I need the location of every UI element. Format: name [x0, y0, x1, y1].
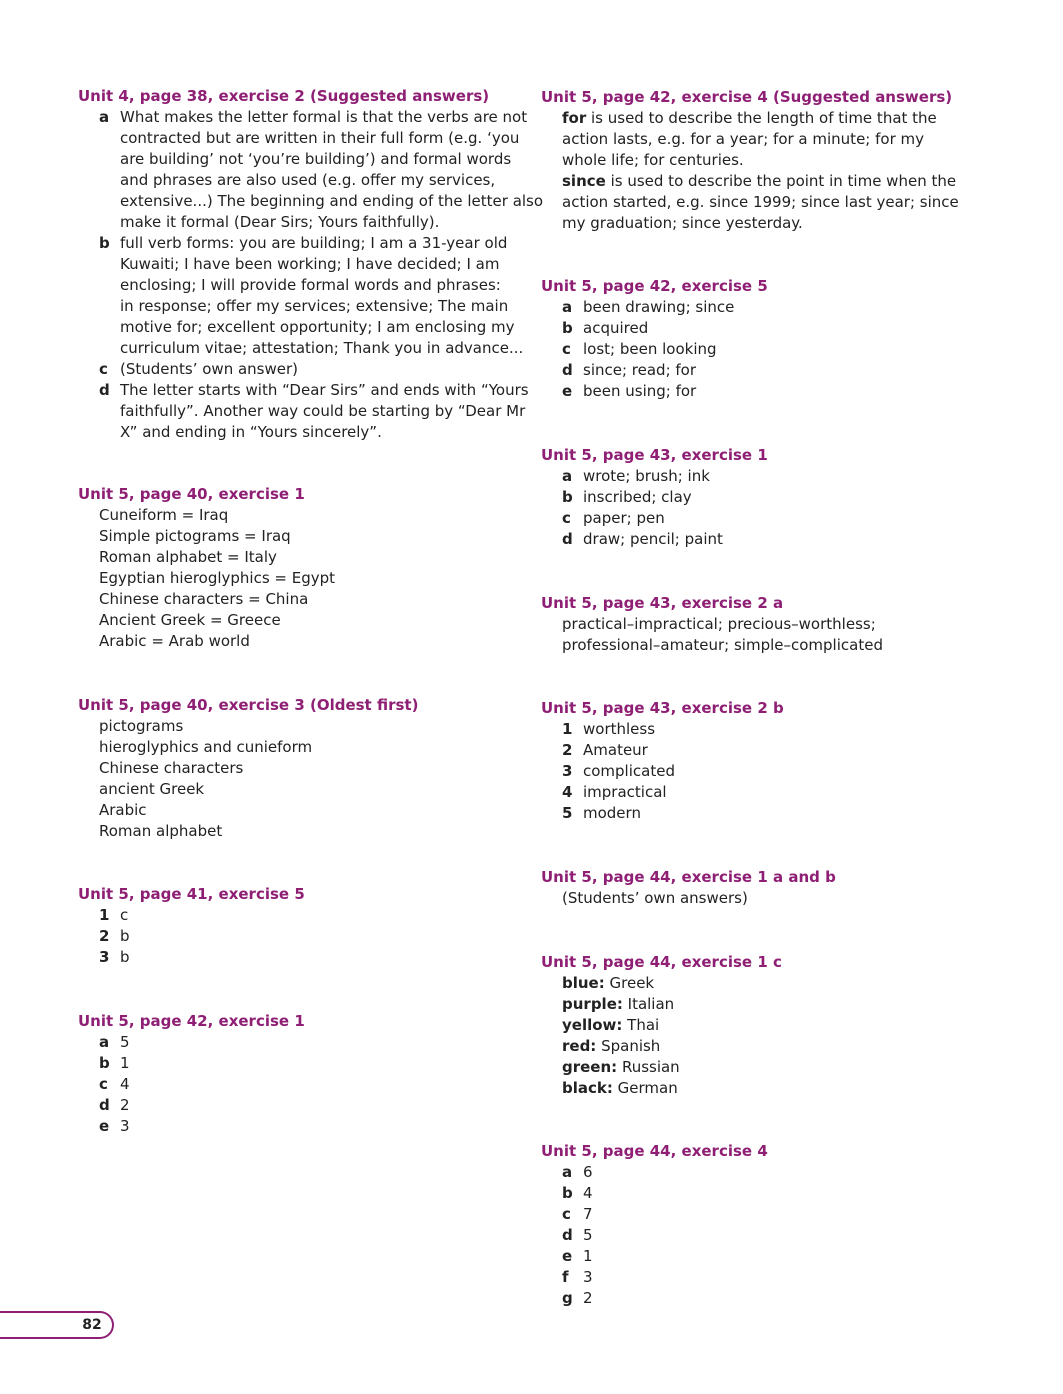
item-label: 2 [562, 741, 573, 759]
color-key: blue: [562, 974, 605, 992]
item-text: 4 [120, 1075, 130, 1093]
item-label: c [99, 360, 108, 378]
item-text: b [120, 927, 130, 945]
item-label: b [99, 234, 110, 252]
answer-line: Roman alphabet [99, 822, 223, 840]
item-label: d [99, 1096, 110, 1114]
section-heading: Unit 5, page 43, exercise 2 b [541, 699, 784, 717]
section-unit5-p40-ex3 [78, 695, 528, 842]
language-value: Italian [622, 995, 675, 1013]
section-unit5-p40-ex1 [78, 484, 528, 652]
answer-item [562, 297, 991, 318]
color-key: purple: [562, 995, 623, 1013]
answer-line: Roman alphabet = Italy [99, 548, 277, 566]
section-heading: Unit 5, page 43, exercise 2 a [541, 594, 784, 612]
answer-line: ancient Greek [99, 780, 205, 798]
section-body [541, 297, 991, 402]
item-text: 5 [120, 1033, 130, 1051]
answer-line: Chinese characters [99, 759, 244, 777]
language-value: Russian [617, 1058, 680, 1076]
section-unit5-p42-ex1 [78, 1011, 528, 1137]
section-body [78, 107, 544, 443]
answer-line [562, 1036, 991, 1057]
answer-item [99, 905, 528, 926]
answer-line: Ancient Greek = Greece [99, 611, 281, 629]
item-text: acquired [583, 319, 649, 337]
item-label: b [562, 319, 573, 337]
section-body [541, 719, 991, 824]
section-heading: Unit 5, page 43, exercise 1 [541, 446, 768, 464]
section-heading: Unit 5, page 42, exercise 1 [78, 1012, 305, 1030]
text-line: (Students’ own answer) [120, 360, 299, 378]
answer-line: Arabic [99, 801, 147, 819]
section-heading: Unit 5, page 40, exercise 3 (Oldest first) [78, 696, 419, 714]
answer-item [99, 1053, 528, 1074]
answer-item [562, 529, 991, 550]
answer-line: Arabic = Arab world [99, 632, 250, 650]
item-text: 3 [583, 1268, 593, 1286]
item-label: c [99, 1075, 108, 1093]
item-label: c [562, 340, 571, 358]
answer-item [99, 947, 528, 968]
item-label: d [99, 381, 110, 399]
section-heading: Unit 4, page 38, exercise 2 (Suggested answers) [78, 87, 490, 105]
item-label: d [562, 361, 573, 379]
answer-line: pictograms [99, 717, 184, 735]
color-key: black: [562, 1079, 613, 1097]
answer-item [99, 107, 544, 233]
text-line: enclosing; I will provide formal words and phrases: [120, 276, 501, 294]
page-number: 82 [82, 1317, 102, 1333]
answer-line: Egyptian hieroglyphics = Egypt [99, 569, 336, 587]
item-text: 5 [583, 1226, 593, 1244]
answer-item [99, 1095, 528, 1116]
section-body [541, 108, 991, 234]
answer-item [562, 740, 991, 761]
answer-line: Cuneiform = Iraq [99, 506, 229, 524]
text-line: What makes the letter formal is that the verbs are not [120, 108, 528, 126]
text-line: is used to describe the point in time when the [605, 172, 957, 190]
language-value: Thai [622, 1016, 660, 1034]
text-line: in response; offer my services; extensive; The main [120, 297, 509, 315]
answer-item [562, 761, 991, 782]
item-label: a [562, 467, 573, 485]
answer-line: professional–amateur; simple–complicated [562, 636, 883, 654]
item-label: a [562, 1163, 573, 1181]
item-label: b [562, 488, 573, 506]
answer-item [99, 359, 528, 380]
item-text: been drawing; since [583, 298, 735, 316]
section-body [541, 888, 991, 909]
item-label: b [562, 1184, 573, 1202]
text-line: action started, e.g. since 1999; since last year; since [562, 193, 959, 211]
answer-line [562, 973, 991, 994]
item-text: wrote; brush; ink [583, 467, 710, 485]
language-value: Spanish [596, 1037, 661, 1055]
color-key: green: [562, 1058, 618, 1076]
text-line: contracted but are written in their full form (e.g. ‘you [120, 129, 520, 147]
text-line: faithfully”. Another way could be starting by “Dear Mr [120, 402, 526, 420]
item-label: 4 [562, 783, 573, 801]
section-heading: Unit 5, page 42, exercise 5 [541, 277, 768, 295]
item-label: b [99, 1054, 110, 1072]
text-line: my graduation; since yesterday. [562, 214, 803, 232]
section-body [78, 716, 528, 842]
answer-item [562, 1183, 991, 1204]
answer-item [562, 360, 991, 381]
item-text: inscribed; clay [583, 488, 692, 506]
answer-item [562, 719, 991, 740]
item-text: paper; pen [583, 509, 665, 527]
item-text: impractical [583, 783, 667, 801]
item-label: 1 [99, 906, 110, 924]
text-line: motive for; excellent opportunity; I am enclosing my [120, 318, 515, 336]
item-text: since; read; for [583, 361, 697, 379]
answer-item [99, 380, 528, 443]
text-line: are building’ not ‘you’re building’) and formal words [120, 150, 512, 168]
item-text: 4 [583, 1184, 593, 1202]
item-label: e [99, 1117, 110, 1135]
answer-line [562, 994, 991, 1015]
answer-item [562, 1246, 991, 1267]
color-key: red: [562, 1037, 597, 1055]
text-line: X” and ending in “Yours sincerely”. [120, 423, 382, 441]
item-label: f [562, 1268, 569, 1286]
section-body [541, 973, 991, 1099]
answer-item [562, 1204, 991, 1225]
section-unit5-p42-ex5 [541, 276, 991, 402]
text-line: is used to describe the length of time that the [586, 109, 937, 127]
text-line: The letter starts with “Dear Sirs” and ends with “Yours [120, 381, 529, 399]
item-text: b [120, 948, 130, 966]
item-text: lost; been looking [583, 340, 717, 358]
text-line: curriculum vitae; attestation; Thank you in advance... [120, 339, 524, 357]
section-unit5-p42-ex4 [541, 87, 991, 234]
answer-item [562, 1288, 991, 1309]
answer-line [562, 1015, 991, 1036]
item-label: d [562, 1226, 573, 1244]
section-unit5-p41-ex5 [78, 884, 528, 968]
item-label: a [99, 108, 110, 126]
answer-item [562, 782, 991, 803]
item-label: g [562, 1289, 573, 1307]
item-label: 1 [562, 720, 573, 738]
section-body [78, 505, 528, 652]
section-unit5-p44-ex1c [541, 952, 991, 1099]
answer-item [562, 1267, 991, 1288]
item-text: 7 [583, 1205, 593, 1223]
item-text: worthless [583, 720, 656, 738]
text-line: action lasts, e.g. for a year; for a minute; for my [562, 130, 924, 148]
answer-item [562, 339, 991, 360]
answer-line: Simple pictograms = Iraq [99, 527, 291, 545]
item-label: c [562, 1205, 571, 1223]
item-label: d [562, 530, 573, 548]
item-text: 1 [120, 1054, 130, 1072]
section-heading: Unit 5, page 44, exercise 1 c [541, 953, 782, 971]
item-label: 5 [562, 804, 573, 822]
section-body [78, 905, 528, 968]
section-heading: Unit 5, page 44, exercise 1 a and b [541, 868, 836, 886]
answer-line: practical–impractical; precious–worthless; [562, 615, 876, 633]
section-heading: Unit 5, page 41, exercise 5 [78, 885, 305, 903]
answer-item [562, 508, 991, 529]
section-body [541, 614, 991, 656]
section-heading: Unit 5, page 44, exercise 4 [541, 1142, 768, 1160]
section-body [78, 1032, 528, 1137]
answer-item [562, 1162, 991, 1183]
item-text: 2 [583, 1289, 593, 1307]
section-body [541, 1162, 991, 1309]
item-text: modern [583, 804, 641, 822]
item-text: 3 [120, 1117, 130, 1135]
item-label: c [562, 509, 571, 527]
item-text: draw; pencil; paint [583, 530, 723, 548]
answer-line [562, 1057, 991, 1078]
section-unit5-p44-ex4 [541, 1141, 991, 1309]
answer-item [99, 1032, 528, 1053]
item-label: 3 [562, 762, 573, 780]
answer-item [99, 1074, 528, 1095]
item-text: 2 [120, 1096, 130, 1114]
text-line: and phrases are also used (e.g. offer my services, [120, 171, 496, 189]
keyword-since: since [562, 172, 606, 190]
text-line: make it formal (Dear Sirs; Yours faithfully). [120, 213, 440, 231]
answer-item [562, 318, 991, 339]
answer-item [99, 926, 528, 947]
item-label: e [562, 1247, 573, 1265]
section-unit5-p43-ex2a [541, 593, 991, 656]
answer-item [99, 1116, 528, 1137]
answer-item [562, 1225, 991, 1246]
answer-item [562, 487, 991, 508]
text-line: whole life; for centuries. [562, 151, 744, 169]
item-label: a [562, 298, 573, 316]
section-body [541, 466, 991, 550]
answer-line: (Students’ own answers) [562, 889, 748, 907]
item-label: 3 [99, 948, 110, 966]
item-text: 1 [583, 1247, 593, 1265]
answer-item [562, 803, 991, 824]
answer-item [562, 381, 991, 402]
item-text: complicated [583, 762, 675, 780]
section-unit5-p43-ex1 [541, 445, 991, 550]
answer-item [562, 466, 991, 487]
section-heading: Unit 5, page 42, exercise 4 (Suggested answers) [541, 88, 953, 106]
color-key: yellow: [562, 1016, 623, 1034]
section-heading: Unit 5, page 40, exercise 1 [78, 485, 305, 503]
item-label: a [99, 1033, 110, 1051]
item-label: 2 [99, 927, 110, 945]
text-line: full verb forms: you are building; I am a 31-year old [120, 234, 508, 252]
section-unit5-p43-ex2b [541, 698, 991, 824]
answer-line: hieroglyphics and cunieform [99, 738, 313, 756]
answer-line: Chinese characters = China [99, 590, 309, 608]
keyword-for: for [562, 109, 587, 127]
answer-item [99, 233, 528, 359]
section-unit4-p38-ex2 [78, 86, 544, 443]
item-text: 6 [583, 1163, 593, 1181]
language-value: German [612, 1079, 678, 1097]
item-label: e [562, 382, 573, 400]
text-line: extensive...) The beginning and ending of the letter also [120, 192, 544, 210]
text-line: Kuwaiti; I have been working; I have decided; I am [120, 255, 500, 273]
item-text: been using; for [583, 382, 697, 400]
answer-line [562, 1078, 991, 1099]
item-text: Amateur [583, 741, 648, 759]
item-text: c [120, 906, 129, 924]
language-value: Greek [604, 974, 655, 992]
section-unit5-p44-ex1ab [541, 867, 991, 909]
